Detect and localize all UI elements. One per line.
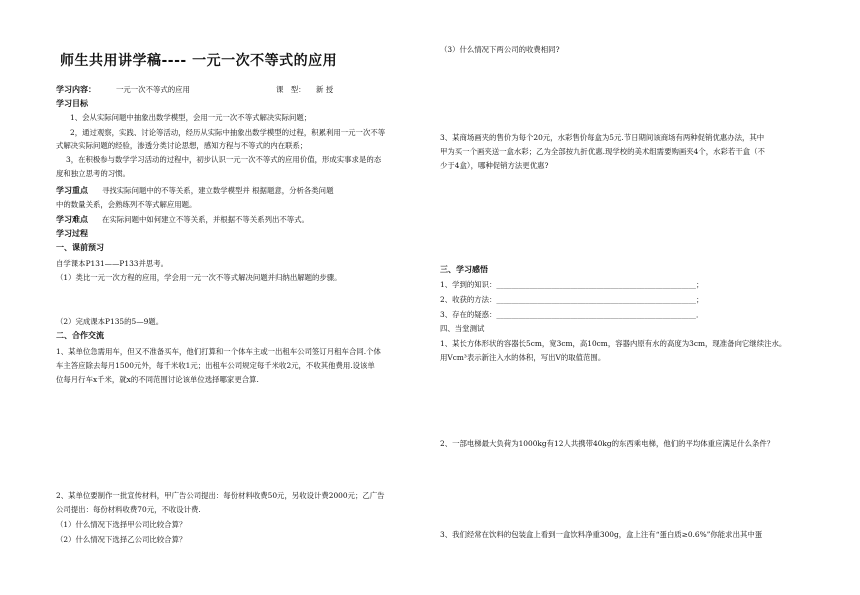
difficulty-label: 学习难点 [56,215,88,224]
goal-3b: 度和独立思考的习惯。 [56,169,130,178]
question-1c: 位每月行车x千米，就x的不同范围讨论该单位选择哪家更合算. [56,375,259,384]
content-value: 一元一次不等式的应用 [116,85,190,94]
question-2e: （3）什么情况下两公司的收费相同? [440,45,560,54]
preview-line-2: （1）类比一元一次方程的应用，学会用一元一次不等式解决问题并归纳出解题的步骤。 [56,273,342,282]
goals-heading: 学习目标 [56,99,88,108]
question-2a: 2、某单位要制作一批宣传材料，甲广告公司提出：每份材料收费50元，另收设计费2000元；乙广告 [56,491,385,500]
preview-line-3: （2）完成课本P135的5—9题。 [56,317,164,326]
question-2d: （2）什么情况下选择乙公司比较合算？ [56,535,187,544]
question-2c: （1）什么情况下选择甲公司比较合算？ [56,520,187,529]
preview-line-1: 自学课本P131——P133并思考。 [56,259,169,268]
goal-3a: 3，在积极参与数学学习活动的过程中，初步认识一元一次不等式的应用价值，形成实事求是的态 [66,155,382,164]
goal-2a: 2，通过观察，实践、讨论等活动，经历从实际中抽象出数学模型的过程，积累利用一元一次不等 [70,128,386,137]
goal-2b: 式解决实际问题的经验，渗透分类讨论思想，感知方程与不等式的内在联系； [56,141,308,150]
test-2: 2、一部电梯最大负荷为1000kg有12人共携带40kg的东西乘电梯，他们的平均体重应满足什么条件？ [440,439,775,448]
content-label: 学习内容： [56,85,96,94]
section-3-heading: 三、学习感悟 [440,265,488,274]
question-3b: 甲为买一个画夹送一盒水彩；乙为全部按九折优惠.现学校的美术组需要购画夹4个，水彩若干盒（不 [440,147,765,156]
difficulty-text: 在实际问题中如何建立不等关系，并根据不等关系列出不等式。 [102,215,309,224]
page-title: 师生共用讲学稿---- 一元一次不等式的应用 [60,53,338,69]
reflection-method: 2、收获的方法：______________________________________________________； [440,295,704,304]
question-1b: 车主答应除去每月1500元外，每千米收1元；出租车公司规定每千米收2元，不收其他费用.设该单 [56,361,375,370]
question-3c: 少于4盒），哪种促销方法更优惠? [440,161,549,170]
question-2b: 公司提出：每份材料收费70元，不收设计费. [56,505,201,514]
key-text-a: 寻找实际问题中的不等关系，建立数学模型并 根据题意，分析各类问题 [102,186,334,195]
section-2-heading: 二、合作交流 [56,331,104,340]
section-1-heading: 一、课前预习 [56,243,104,252]
reflection-knowledge: 1、学到的知识：______________________________________________________； [440,280,704,289]
process-heading: 学习过程 [56,229,88,238]
reflection-doubt: 3、存在的疑惑：______________________________________________________． [440,310,704,319]
test-1b: 用Vcm³表示新注入水的体积，写出V的取值范围。 [440,353,606,362]
goal-1: 1、会从实际问题中抽象出数学模型，会用一元一次不等式解决实际问题； [70,113,312,122]
question-1a: 1、某单位急需用车，但又不准备买车，他们打算和一个体车主或一出租车公司签订月租车合同.个体 [56,347,381,356]
key-label: 学习重点 [56,186,88,195]
test-3: 3、我们经常在饮料的包装盒上看到一盒饮料净重300g，盒上注有“蛋白质≥0.6%”你能求出其中蛋 [440,530,763,539]
key-text-b: 中的数量关系，会熟练列不等式解应用题。 [56,200,197,209]
test-1a: 1、某长方体形状的容器长5cm，宽3cm，高10cm，容器内原有水的高度为3cm，现准备向它继续注水。 [440,339,787,348]
section-4-heading: 四、当堂测试 [440,324,485,333]
type-label: 课 型： [276,85,306,94]
question-3a: 3、某商场画夹的售价为每个20元，水彩售价每盒为5元.节日期间该商场有两种促销优惠办法，其中 [440,133,765,142]
type-value: 新 授 [316,85,334,94]
